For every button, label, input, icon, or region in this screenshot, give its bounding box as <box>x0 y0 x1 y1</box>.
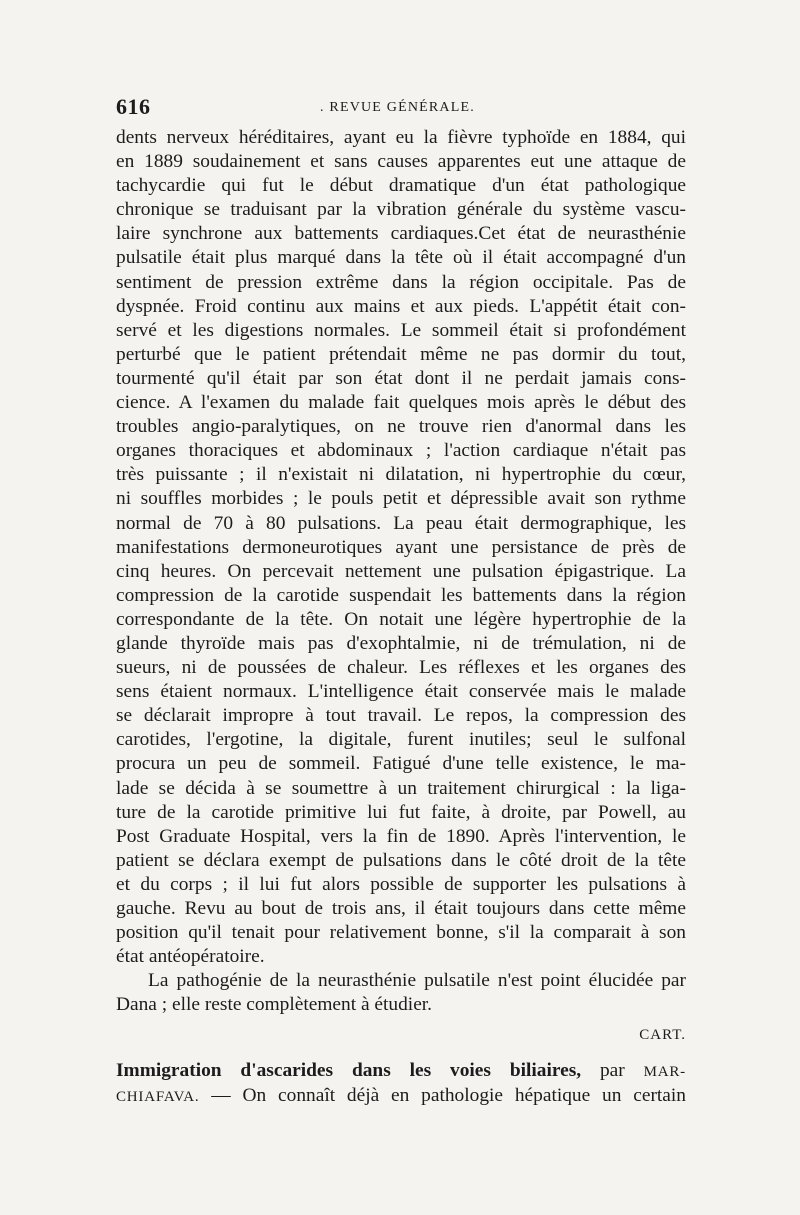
text-line: gauche. Revu au bout de trois ans, il était toujours dans cette même <box>116 898 686 919</box>
text-line: pulsatile était plus marqué dans la tête où il était accompagné d'un <box>116 247 686 269</box>
text-line: correspondante de la tête. On notait une légère hypertrophie de la <box>116 608 686 630</box>
text-line: normal de 70 à 80 pulsations. La peau était dermographique, les <box>116 512 686 534</box>
text-line: se déclarait impropre à tout travail. Le repos, la compression des <box>116 705 686 727</box>
text-line: carotides, l'ergotine, la digitale, furent inutiles; seul le sulfonal <box>116 729 686 751</box>
text-line: Dana ; elle reste complètement à étudier. <box>116 994 433 1016</box>
text-line: sens étaient normaux. L'intelligence était conservée mais le malade <box>116 681 686 703</box>
text-line: procura un peu de sommeil. Fatigué d'une telle existence, le ma- <box>116 753 686 775</box>
text-line: très puissante ; il n'existait ni dilatation, ni hypertrophie du cœur, <box>116 464 686 486</box>
text-line: La pathogénie de la neurasthénie pulsatile n'est point élucidée par <box>148 970 686 992</box>
article-title: Immigration d'ascarides dans les voies biliaires, <box>116 1059 582 1081</box>
author-name-part2: CHIAFAVA. <box>116 1088 200 1105</box>
text-line: et du corps ; il lui fut alors possible de supporter les pulsations à <box>116 873 686 895</box>
paragraph-1 <box>116 126 686 969</box>
text-line: compression de la carotide suspendait les battements dans la région <box>116 584 686 606</box>
text-line: ture de la carotide primitive lui fut faite, à droite, par Powell, au <box>116 801 686 823</box>
article-intro-text: — On connaît déjà en pathologie hépatique un certain <box>199 1084 686 1106</box>
text-line: dents nerveux héréditaires, ayant eu la fièvre typhoïde en 1884, qui <box>116 127 686 148</box>
text-line: laire synchrone aux battements cardiaques.Cet état de neurasthénie <box>116 223 686 245</box>
text-line: perturbé que le patient prétendait même ne pas dormir du tout, <box>116 343 686 365</box>
text-line: en 1889 soudainement et sans causes apparentes eut une attaque de <box>116 151 686 173</box>
text-line: état antéopératoire. <box>116 946 265 968</box>
text-line: ni souffles morbides ; le pouls petit et dépressible avait son rythme <box>116 488 686 510</box>
text-line: troubles angio-paralytiques, on ne trouve rien d'anormal dans les <box>116 416 686 438</box>
text-line: glande thyroïde mais pas d'exophtalmie, ni de trémulation, ni de <box>116 632 686 654</box>
text-line: cinq heures. On percevait nettement une pulsation épigastrique. La <box>116 560 686 582</box>
text-line: tachycardie qui fut le début dramatique d'un état pathologique <box>116 175 686 197</box>
paragraph-2 <box>116 969 686 1017</box>
text-line: manifestations dermoneurotiques ayant une persistance de près de <box>116 536 686 558</box>
author-name-part1: MAR- <box>643 1063 686 1080</box>
text-line: tourmenté qu'il était par son état dont il ne perdait jamais cons- <box>116 367 686 389</box>
text-line: organes thoraciques et abdominaux ; l'action cardiaque n'était pas <box>116 440 686 462</box>
page-number: 616 <box>116 94 151 119</box>
text-line: sueurs, ni de poussées de chaleur. Les réflexes et les organes des <box>116 657 686 679</box>
author-signature: CART. <box>639 1027 686 1044</box>
next-article-heading <box>116 1058 686 1084</box>
text-line: sentiment de pression extrême dans la région occipitale. Pas de <box>116 271 686 293</box>
running-head: . REVUE GÉNÉRALE. <box>320 100 475 115</box>
text-line: position qu'il tenait pour relativement bonne, s'il la comparait à son <box>116 922 686 944</box>
byline-prefix: par <box>581 1059 644 1081</box>
text-line: servé et les digestions normales. Le sommeil était si profondément <box>116 319 686 341</box>
text-line: dyspnée. Froid continu aux mains et aux pieds. L'appétit était con- <box>116 295 686 317</box>
text-line: patient se déclara exempt de pulsations dans le côté droit de la tête <box>116 849 686 871</box>
next-article-line <box>116 1084 686 1108</box>
text-line: cience. A l'examen du malade fait quelques mois après le début des <box>116 392 686 414</box>
page-header <box>116 94 686 124</box>
text-line: lade se décida à se soumettre à un traitement chirurgical : la liga- <box>116 777 686 799</box>
body-text <box>116 126 686 1108</box>
text-line: chronique se traduisant par la vibration générale du système vascu- <box>116 199 686 221</box>
text-line: Post Graduate Hospital, vers la fin de 1890. Après l'intervention, le <box>116 825 686 847</box>
